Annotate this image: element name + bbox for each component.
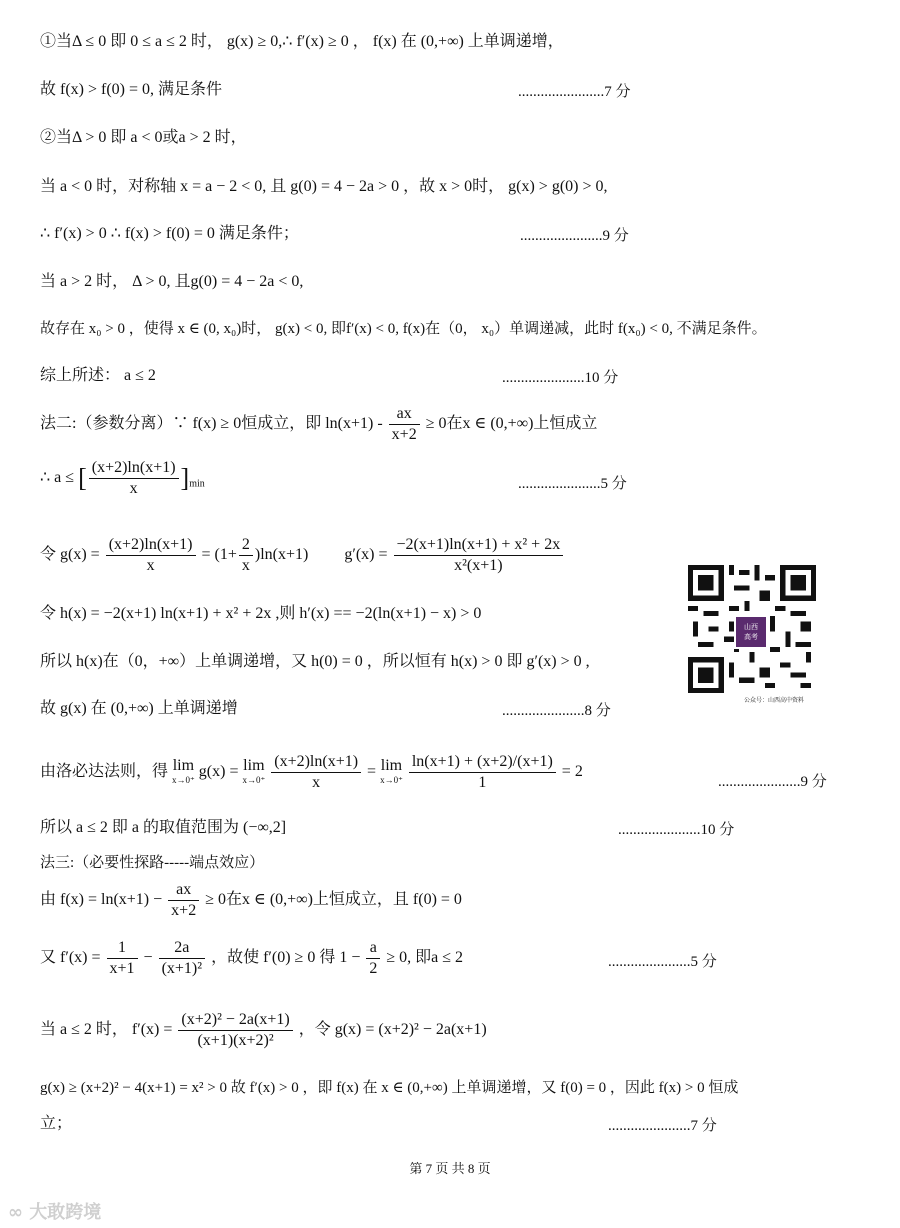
score-5: ......................5 分 bbox=[518, 476, 627, 492]
case-2-line: ②当Δ > 0 即 a < 0或a > 2 时， bbox=[40, 129, 247, 146]
lhopital-line: 由洛必达法则，得 lim x→0⁺ g(x) = lim x→0⁺ $\frac{(x+2)\ln(x+1)}{x}$ = lim x→0⁺ $\frac{\ln(x+1) + (x+2)/(x+1)}{1}$ = 2 bbox=[40, 753, 583, 791]
score-9b: ......................9 分 bbox=[718, 774, 827, 790]
case-a-le-2-line: 当 a ≤ 2 时， f′(x) = $\frac{\text{(x+2)² − 2a(x+1)}}{\text{(x+1)(x+2)²}}$ ，令 g(x) = (x+2)² − 2a(x+1) bbox=[40, 1011, 487, 1049]
range-line: 所以 a ≤ 2 即 a 的取值范围为 (−∞,2] bbox=[40, 819, 287, 836]
final-line-cont: 立； bbox=[40, 1115, 73, 1132]
fraction: $\frac{ax}{x+2}$ bbox=[389, 404, 420, 445]
score-7: .......................7 分 bbox=[518, 84, 631, 100]
qr-logo: 山西 高考 bbox=[734, 615, 768, 649]
case-2a-line: 当 a < 0 时，对称轴 x = a − 2 < 0, 且 g(0) = 4 − 2a > 0 ，故 x > 0时， g(x) > g(0) > 0, bbox=[40, 178, 608, 195]
h-monotone-line: 所以 h(x)在（0，+∞）上单调递增，又 h(0) = 0 ，所以恒有 h(x) > 0 即 g′(x) > 0 , bbox=[40, 653, 590, 670]
param-bound-line: ∴ a ≤ [ $\frac{(x+2)\ln(x+1)}{x}$ ]$_{min}$ bbox=[40, 459, 205, 497]
derivative-line: 又 f′(x) = $\frac{1}{x+1}$ − $\frac{2a}{\text{(x+1)²}}$ ，故使 f′(0) ≥ 0 得 1 − $\frac{a}{2}$ ≥ 0, 即a ≤ 2 bbox=[40, 939, 464, 977]
page-number: 第 7 页 共 8 页 bbox=[409, 1161, 491, 1176]
score-10: ......................10 分 bbox=[502, 370, 619, 386]
define-g-line: 令 g(x) = $\frac{(x+2)\ln(x+1)}{x}$ = (1+ $\frac{2}{x}$ )ln(x+1) g′(x) = $\frac{\text{−2(x+1)ln(x+1) + x² + 2x}}{\text{x²(x+1)}}$ bbox=[40, 535, 870, 576]
case-1-line: ①当Δ ≤ 0 即 0 ≤ a ≤ 2 时， g(x) ≥ 0,∴ f′(x) ≥ 0 ， f(x) 在 (0,+∞) 上单调递增， bbox=[40, 33, 564, 50]
score-9: ......................9 分 bbox=[520, 228, 629, 244]
case-1-conclusion: 故 f(x) > f(0) = 0, 满足条件 bbox=[40, 81, 223, 98]
watermark-logo-icon: ∞ bbox=[8, 1202, 23, 1223]
summary-line: 综上所述： a ≤ 2 bbox=[40, 367, 156, 384]
qr-caption: 公众号：山西高中资料 bbox=[744, 697, 805, 704]
method-3-condition: 由 f(x) = ln(x+1) − $\frac{ax}{x+2}$ ≥ 0在x ∈ (0,+∞)上恒成立，且 f(0) = 0 bbox=[40, 881, 462, 919]
case-2b-conclusion: 故存在 x₀ > 0 ，使得 x ∈ (0, x₀)时， g(x) < 0, 即f′(x) < 0, f(x)在（0， x₀）单调递减，此时 f(x₀) < 0, 不满足条件。 bbox=[40, 321, 767, 337]
score-7b: ......................7 分 bbox=[608, 1118, 717, 1134]
case-2a-conclusion: ∴ f′(x) > 0 ∴ f(x) > f(0) = 0 满足条件； bbox=[40, 225, 299, 242]
method-2-title: 法二:（参数分离）∵ f(x) ≥ 0恒成立，即 ln(x+1) - $\frac{ax}{x+2}$ ≥ 0在x ∈ (0,+∞)上恒成立 bbox=[40, 405, 598, 443]
score-10b: ......................10 分 bbox=[618, 822, 735, 838]
method-3-title: 法三:（必要性探路-----端点效应） bbox=[40, 855, 265, 871]
case-2b-line: 当 a > 2 时， Δ > 0, 且g(0) = 4 − 2a < 0, bbox=[40, 273, 304, 290]
watermark: ∞ 大敢跨境 bbox=[8, 1202, 102, 1223]
score-8: ......................8 分 bbox=[502, 703, 611, 719]
define-h-line: 令 h(x) = −2(x+1) ln(x+1) + x² + 2x ,则 h′(x) == −2(ln(x+1) − x) > 0 bbox=[40, 605, 482, 622]
g-monotone-line: 故 g(x) 在 (0,+∞) 上单调递增 bbox=[40, 700, 238, 717]
final-line: g(x) ≥ (x+2)² − 4(x+1) = x² > 0 故 f′(x) > 0 ，即 f(x) 在 x ∈ (0,+∞) 上单调递增，又 f(0) = 0 ，因此 f(x) > 0 恒成 bbox=[40, 1080, 739, 1096]
score-5b: ......................5 分 bbox=[608, 954, 717, 970]
